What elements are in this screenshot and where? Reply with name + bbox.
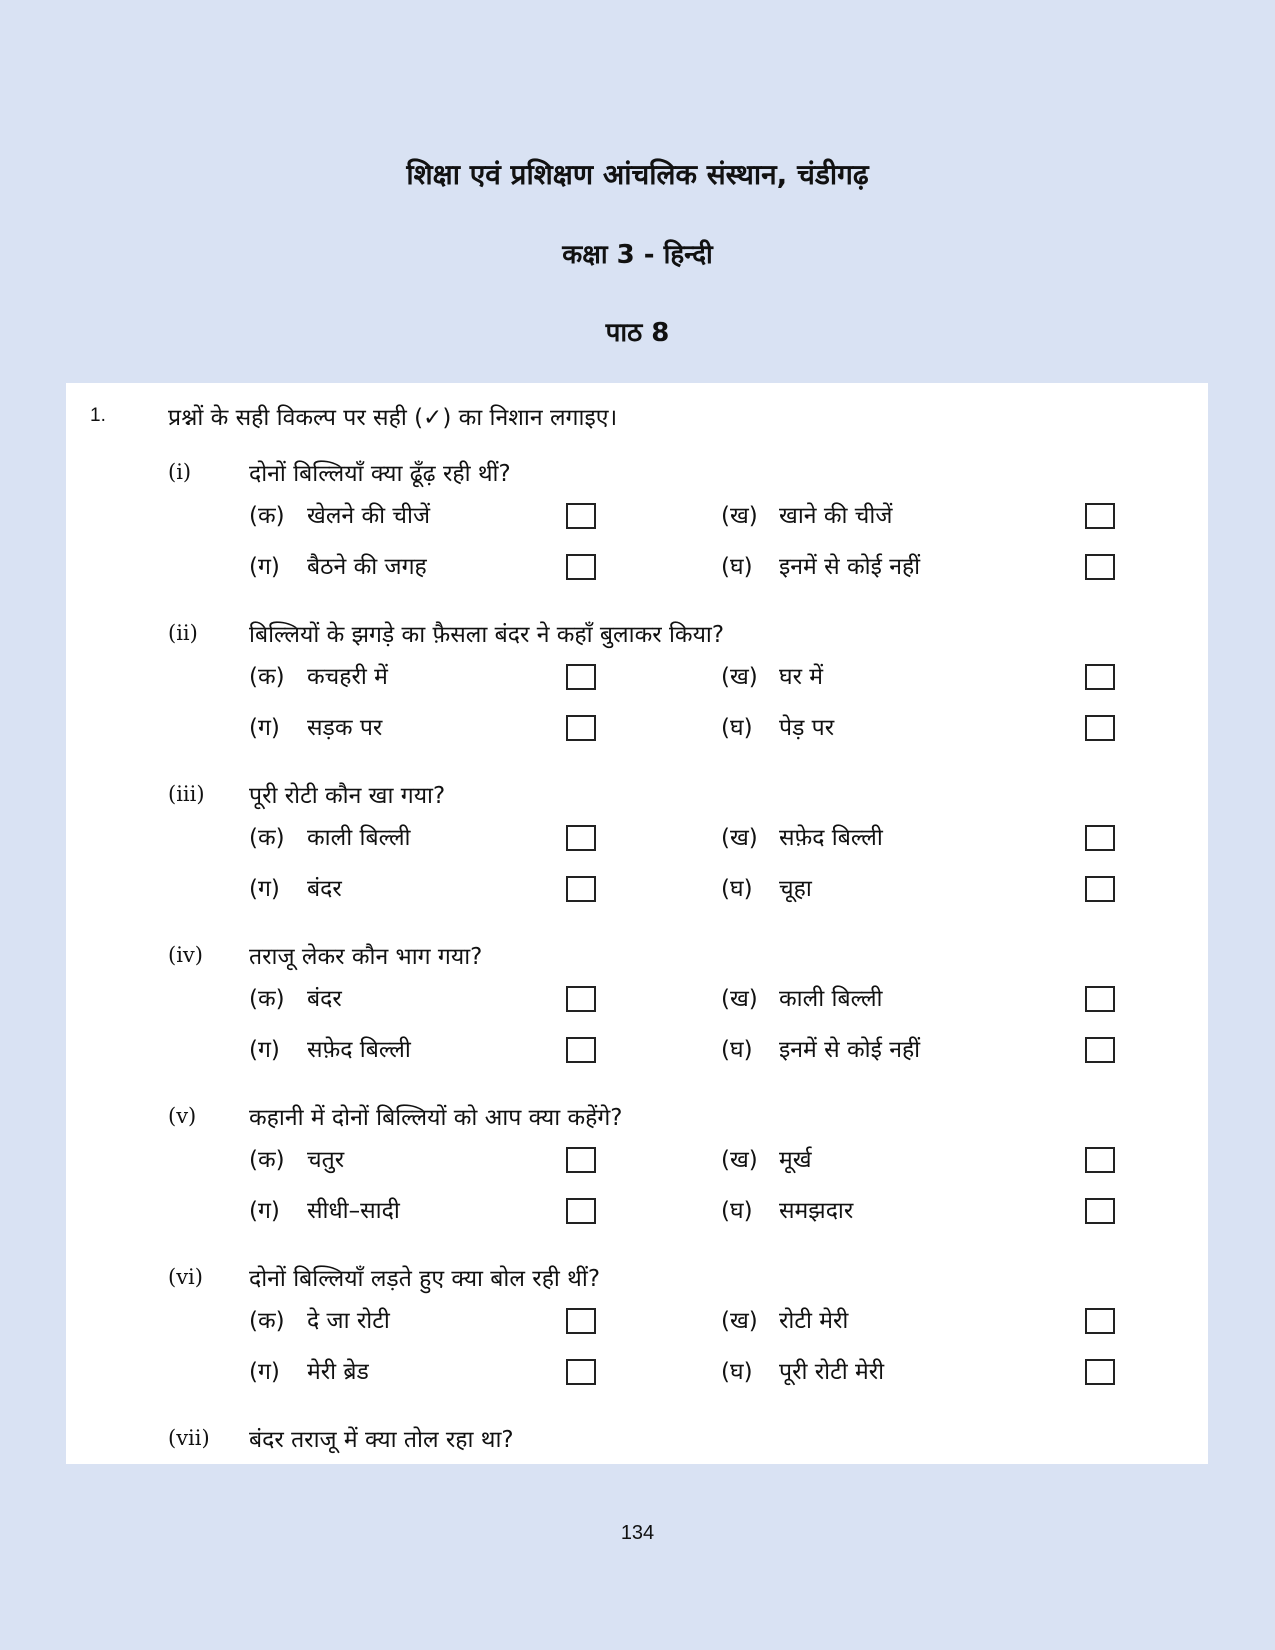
option-label	[249, 498, 430, 530]
answer-checkbox[interactable]	[1085, 1147, 1115, 1173]
question-block	[66, 943, 1208, 1093]
question-text: बंदर तराजू में क्या तोल रहा था?	[249, 1427, 514, 1453]
option-label	[721, 981, 883, 1013]
option-text: इनमें से कोई नहीं	[779, 1037, 921, 1063]
question-text: तराजू लेकर कौन भाग गया?	[249, 944, 483, 970]
answer-checkbox[interactable]	[1085, 825, 1115, 851]
option-label	[249, 1142, 344, 1174]
option-marker: (ग)	[249, 715, 280, 741]
option-marker: (ग)	[249, 554, 280, 580]
option-text: पेड़ पर	[779, 715, 835, 741]
option-label	[249, 820, 411, 852]
option-label	[721, 1303, 848, 1335]
option-marker: (ग)	[249, 876, 280, 902]
answer-checkbox[interactable]	[566, 664, 596, 690]
answer-checkbox[interactable]	[566, 876, 596, 902]
question-text: दोनों बिल्लियाँ लड़ते हुए क्या बोल रही थीं?	[249, 1266, 601, 1292]
option-label	[721, 820, 883, 852]
option-text: कचहरी में	[307, 664, 388, 690]
option-label	[721, 549, 920, 581]
option-text: मूर्ख	[779, 1147, 812, 1173]
answer-checkbox[interactable]	[1085, 1359, 1115, 1385]
option-marker: (ग)	[249, 1037, 280, 1063]
option-label	[249, 871, 342, 903]
option-marker: (घ)	[721, 1037, 753, 1063]
option-label	[249, 1193, 400, 1225]
option-label	[249, 1354, 369, 1386]
class-subject-heading: कक्षा 3 - हिन्दी	[562, 240, 713, 270]
option-label	[721, 1193, 853, 1225]
answer-checkbox[interactable]	[566, 825, 596, 851]
option-label	[249, 1303, 390, 1335]
option-label	[721, 659, 823, 691]
question-number: (vi)	[168, 1265, 203, 1289]
option-text: बैठने की जगह	[307, 554, 427, 580]
option-label	[249, 549, 427, 581]
option-text: खेलने की चीजें	[307, 503, 431, 529]
answer-checkbox[interactable]	[566, 554, 596, 580]
option-label	[721, 871, 812, 903]
question-number: (iv)	[168, 943, 203, 967]
option-text: बंदर	[307, 876, 342, 902]
option-label	[249, 1032, 411, 1064]
question-block	[66, 621, 1208, 771]
answer-checkbox[interactable]	[566, 715, 596, 741]
option-label	[721, 498, 892, 530]
option-text: काली बिल्ली	[779, 986, 883, 1012]
option-text: इनमें से कोई नहीं	[779, 554, 921, 580]
option-marker: (घ)	[721, 876, 753, 902]
answer-checkbox[interactable]	[566, 1359, 596, 1385]
option-text: चूहा	[779, 876, 812, 902]
answer-checkbox[interactable]	[1085, 1037, 1115, 1063]
question-number: (v)	[168, 1104, 197, 1128]
answer-checkbox[interactable]	[1085, 986, 1115, 1012]
answer-checkbox[interactable]	[1085, 1308, 1115, 1334]
question-number: (ii)	[168, 621, 198, 645]
option-marker: (घ)	[721, 1359, 753, 1385]
option-marker: (घ)	[721, 554, 753, 580]
answer-checkbox[interactable]	[1085, 503, 1115, 529]
question-block	[66, 1104, 1208, 1254]
option-marker: (ग)	[249, 1359, 280, 1385]
option-text: काली बिल्ली	[307, 825, 411, 851]
option-text: सफ़ेद बिल्ली	[779, 825, 883, 851]
option-text: खाने की चीजें	[779, 503, 893, 529]
option-text: पूरी रोटी मेरी	[779, 1359, 885, 1385]
option-text: चतुर	[307, 1147, 345, 1173]
option-marker: (घ)	[721, 715, 753, 741]
answer-checkbox[interactable]	[566, 503, 596, 529]
option-marker: (ख)	[721, 503, 758, 529]
question-number: (i)	[168, 460, 192, 484]
question-block	[66, 782, 1208, 932]
option-marker: (क)	[249, 1308, 285, 1334]
option-text: सीधी–सादी	[307, 1198, 400, 1224]
answer-checkbox[interactable]	[1085, 1198, 1115, 1224]
option-text: दे जा रोटी	[307, 1308, 390, 1334]
question-text: पूरी रोटी कौन खा गया?	[249, 783, 446, 809]
question-text: दोनों बिल्लियाँ क्या ढूँढ़ रही थीं?	[249, 461, 511, 487]
answer-checkbox[interactable]	[1085, 715, 1115, 741]
question-block	[66, 1426, 1208, 1576]
option-marker: (क)	[249, 664, 285, 690]
option-label	[721, 1354, 884, 1386]
option-marker: (ख)	[721, 825, 758, 851]
question-text: कहानी में दोनों बिल्लियों को आप क्या कहेंगे?	[249, 1105, 623, 1131]
option-marker: (ख)	[721, 1308, 758, 1334]
answer-checkbox[interactable]	[566, 1198, 596, 1224]
option-label	[249, 659, 388, 691]
option-text: मेरी ब्रेड	[307, 1359, 369, 1385]
answer-checkbox[interactable]	[566, 1147, 596, 1173]
option-label	[721, 1142, 812, 1174]
question-number: (iii)	[168, 782, 205, 806]
option-label	[249, 981, 342, 1013]
option-label	[721, 1032, 920, 1064]
option-marker: (ख)	[721, 664, 758, 690]
section-number: 1.	[90, 405, 106, 426]
option-text: बंदर	[307, 986, 342, 1012]
option-marker: (ख)	[721, 986, 758, 1012]
option-marker: (क)	[249, 825, 285, 851]
option-text: सड़क पर	[307, 715, 383, 741]
answer-checkbox[interactable]	[566, 1037, 596, 1063]
question-number: (vii)	[168, 1426, 210, 1450]
option-text: समझदार	[779, 1198, 854, 1224]
question-text: बिल्लियों के झगड़े का फ़ैसला बंदर ने कहाँ बुलाकर किया?	[249, 622, 725, 648]
option-marker: (क)	[249, 1147, 285, 1173]
page-title: शिक्षा एवं प्रशिक्षण आंचलिक संस्थान, चंडीगढ़	[406, 158, 869, 191]
option-marker: (ख)	[721, 1147, 758, 1173]
option-marker: (क)	[249, 986, 285, 1012]
answer-checkbox[interactable]	[1085, 664, 1115, 690]
question-block	[66, 460, 1208, 610]
answer-checkbox[interactable]	[566, 1308, 596, 1334]
option-marker: (क)	[249, 503, 285, 529]
lesson-heading: पाठ 8	[605, 318, 670, 348]
answer-checkbox[interactable]	[1085, 876, 1115, 902]
question-block	[66, 1265, 1208, 1415]
option-text: घर में	[779, 664, 824, 690]
answer-checkbox[interactable]	[1085, 554, 1115, 580]
option-text: रोटी मेरी	[779, 1308, 849, 1334]
section-instruction: प्रश्नों के सही विकल्प पर सही (✓) का निशान लगाइए।	[168, 405, 618, 431]
option-label	[721, 710, 834, 742]
worksheet-panel	[66, 383, 1208, 1464]
page-number: 134	[620, 1522, 655, 1544]
option-marker: (घ)	[721, 1198, 753, 1224]
answer-checkbox[interactable]	[566, 986, 596, 1012]
option-marker: (ग)	[249, 1198, 280, 1224]
option-label	[249, 710, 382, 742]
option-text: सफ़ेद बिल्ली	[307, 1037, 411, 1063]
